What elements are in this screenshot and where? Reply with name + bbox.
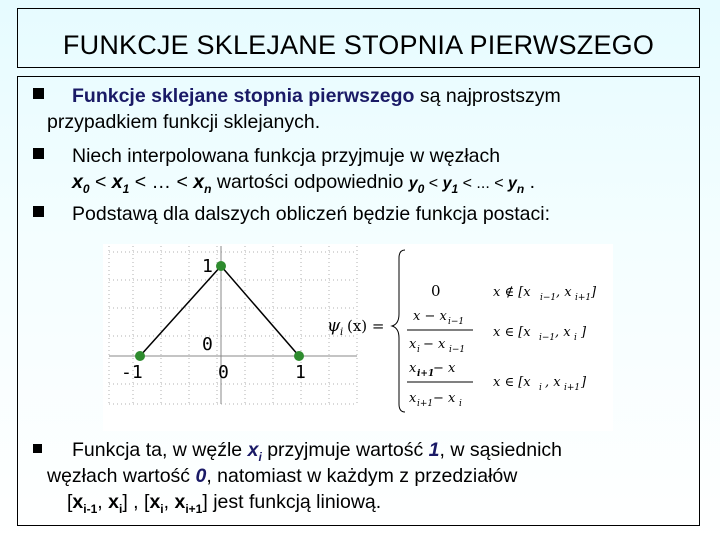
bullet-marker-1 <box>33 88 44 99</box>
case2-cond: x ∈ [x <box>493 325 531 340</box>
b4-l3-x3-sub: i <box>160 501 164 516</box>
b4-one: 1 <box>428 439 440 461</box>
b4-l3-open1: [ <box>67 491 73 513</box>
case2-c1: i−1 <box>539 333 556 343</box>
y0-sub: 0 <box>417 181 425 196</box>
label-x-0: 0 <box>218 362 229 383</box>
b4-l3-comma2: , <box>163 491 175 513</box>
case3-den-sub2: i <box>459 399 462 409</box>
x0-sub: 0 <box>82 181 90 196</box>
lt-1: < <box>89 171 112 193</box>
bullet-2-line-1: Niech interpolowana funkcja przyjmuje w węzłach <box>72 145 501 167</box>
b4-l3-close2: ] <box>202 491 208 513</box>
case3-cond: x ∈ [x <box>493 375 531 390</box>
y1-var: y <box>442 175 452 192</box>
hat-function-line <box>140 266 299 356</box>
y0-var: y <box>408 175 418 192</box>
b4-l3-end: jest funkcją liniową. <box>207 491 382 513</box>
case2-den-x: x <box>409 337 417 352</box>
figure <box>103 244 613 431</box>
slide-title <box>17 8 700 68</box>
node-left <box>135 351 145 361</box>
case2-c2: i <box>574 333 577 343</box>
y-mid: < ... < <box>458 175 508 192</box>
case3-cend: ] <box>581 375 587 390</box>
case2-numerator: x − x <box>413 309 447 324</box>
case3-c1: i <box>539 383 542 393</box>
label-x-1: 1 <box>295 362 306 383</box>
psi-sub: i <box>340 327 344 338</box>
b4-l3-x2-sub: i <box>119 501 123 516</box>
bullet-marker-2 <box>33 148 44 159</box>
b4-l3-x1-sub: i-1 <box>83 501 98 516</box>
b4-l3-x2: x <box>108 491 119 513</box>
bullet-4-line-2 <box>47 464 517 488</box>
bullet-4-line-3 <box>67 490 381 521</box>
case3-den-mid: − x <box>433 391 456 406</box>
b4-l1-c: , w sąsiednich <box>439 439 562 461</box>
b4-xi-sub: i <box>258 449 262 464</box>
case3-den-sub1: i+1 <box>417 399 434 409</box>
psi-symbol: ψ <box>327 316 341 336</box>
case1-cond: x ∉ [x <box>493 285 531 300</box>
mid-ellipsis: < … < <box>129 171 194 193</box>
case3-cmid: , x <box>545 375 561 390</box>
case3-num-rest: − x <box>433 361 456 376</box>
b4-l1-b: przyjmuje wartość <box>261 439 429 461</box>
b4-l3-x1: x <box>72 491 84 513</box>
x1-var: x <box>111 171 123 193</box>
case2-cend: ] <box>581 325 587 340</box>
y1-sub: 1 <box>451 181 459 196</box>
label-x-minus-1: -1 <box>121 362 143 383</box>
case3-num-x: x <box>409 361 417 376</box>
b4-l3-x3: x <box>149 491 161 513</box>
left-brace <box>392 250 405 412</box>
b4-l3-close1: ] , [ <box>122 491 150 513</box>
bullet-marker-4 <box>33 444 42 453</box>
y-lt-1: < <box>424 175 443 192</box>
bullet-3-line-1: Podstawą dla dalszych obliczeń będzie funkcja postaci: <box>72 203 551 225</box>
bullet-1-bold-phrase: Funkcje sklejane stopnia pierwszego <box>72 85 415 107</box>
label-1-top: 1 <box>202 256 213 277</box>
node-right <box>294 351 304 361</box>
case1-value: 0 <box>431 282 441 300</box>
case3-c2: i+1 <box>564 383 581 393</box>
slide-title-text: FUNKCJE SKLEJANE STOPNIA PIERWSZEGO <box>62 29 655 60</box>
b4-l3-comma1: , <box>97 491 109 513</box>
yn-var: y <box>508 175 517 192</box>
bullet-2-line-2 <box>72 170 535 201</box>
case1-sub1: i−1 <box>540 293 557 303</box>
xn-sub: n <box>204 181 212 196</box>
psi-rest: (x) = <box>347 317 385 335</box>
bullet-1-rest: są najprostszym <box>414 85 561 107</box>
bullet-1-line-2: przypadkiem funkcji sklejanych. <box>47 111 321 133</box>
formula <box>327 250 597 412</box>
values-text: wartości odpowiednio <box>211 171 409 193</box>
case2-den-sub1: i <box>417 345 420 355</box>
x1-sub: 1 <box>122 181 130 196</box>
case2-num-sub: i−1 <box>448 317 465 327</box>
b4-xi-var: x <box>247 439 259 461</box>
x0-var: x <box>72 171 83 193</box>
case1-end: ] <box>591 285 597 300</box>
yn-sub: n <box>516 181 525 196</box>
node-top <box>216 261 226 271</box>
b4-l1-a: Funkcja ta, w węźle <box>72 439 248 461</box>
b4-l2-a: węzłach wartość <box>47 465 196 487</box>
case1-mid: , x <box>556 285 572 300</box>
line-end: . <box>524 171 536 193</box>
b4-l3-x4-sub: i+1 <box>185 501 203 516</box>
case1-sub2: i+1 <box>575 293 592 303</box>
case2-den-sub2: i−1 <box>449 345 466 355</box>
case3-num-sub: i+1 <box>417 369 435 379</box>
plot-grid <box>109 246 357 404</box>
b4-zero: 0 <box>195 465 207 487</box>
figure-svg <box>103 244 613 431</box>
case3-den-x: x <box>409 391 417 406</box>
label-0-mid: 0 <box>202 334 213 355</box>
xn-var: x <box>193 171 205 193</box>
bullet-marker-3 <box>33 206 44 217</box>
case2-den-mid: − x <box>423 337 446 352</box>
b4-l3-x4: x <box>174 491 186 513</box>
b4-l2-b: , natomiast w każdym z przedziałów <box>206 465 518 487</box>
case2-cmid: , x <box>555 325 571 340</box>
bullet-1-line-1 <box>72 84 561 108</box>
